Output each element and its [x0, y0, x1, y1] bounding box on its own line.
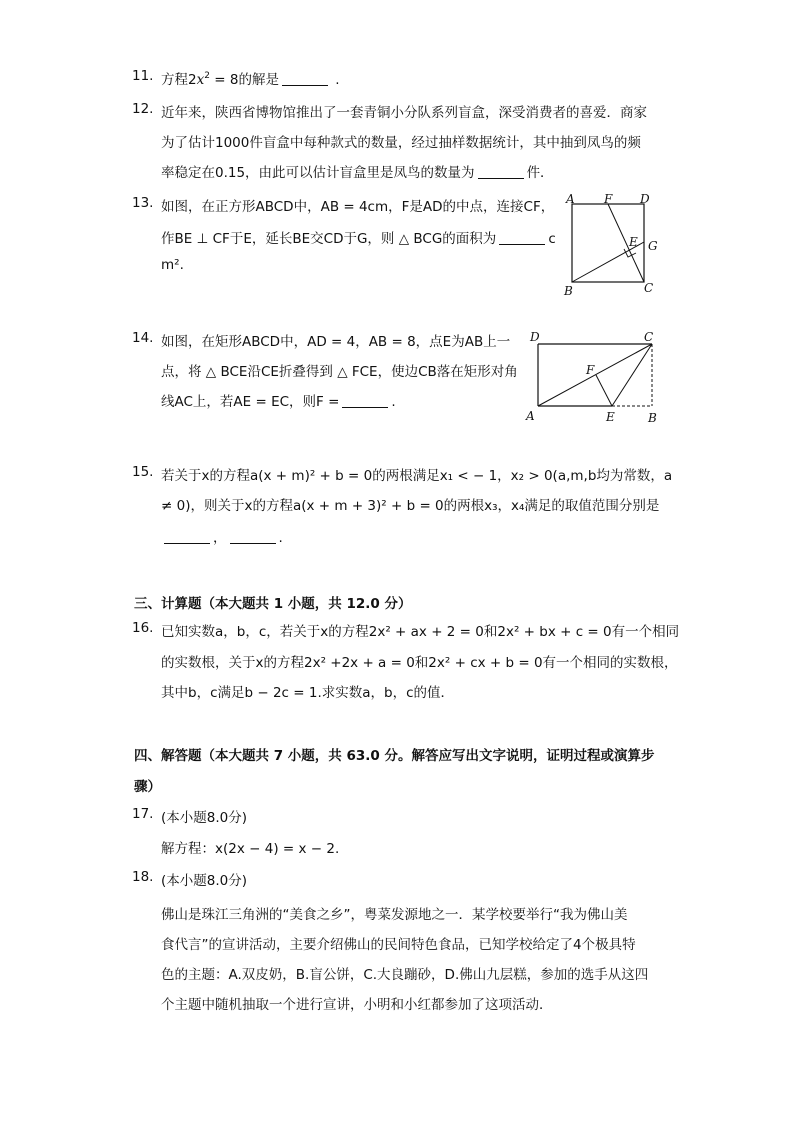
q13-blank: [499, 232, 545, 245]
q11-text: 方程$2x^2 = 8$的解是 .: [161, 71, 340, 88]
q16-line2: 的实数根，关于x的方程2x² +2x + a = 0和2x² + cx + b = 0有一个相同的实数根，: [161, 655, 678, 671]
q15-line3: ， .: [161, 526, 283, 546]
q13-line1: 如图，在正方形ABCD中，AB = 4cm，F是AD的中点，连接CF，: [161, 199, 555, 215]
q14-line2: 点，将 △ BCE沿CE折叠得到 △ FCE，使边CB落在矩形对角: [161, 364, 518, 380]
q17-text: 解方程：x(2x − 4) = x − 2.: [161, 841, 340, 857]
q18-number: 18.: [132, 869, 154, 885]
q14-label-E: E: [606, 410, 615, 424]
q13-number: 13.: [132, 195, 154, 211]
q13-label-C: C: [644, 281, 654, 295]
section4-heading-cont: 骤）: [134, 779, 161, 795]
q11-number: 11.: [132, 68, 154, 84]
q13-line3: m².: [161, 257, 184, 273]
q14-number: 14.: [132, 330, 154, 346]
q12-line2: 为了估计1000件盲盒中每种款式的数量，经过抽样数据统计，其中抽到凤鸟的频: [161, 135, 641, 151]
q15-line2: ≠ 0)，则关于x的方程a(x + m + 3)² + b = 0的两根x₃，x₄满足的取值范围分别是: [161, 498, 660, 514]
q13-label-A: A: [566, 192, 575, 206]
q13-label-D: D: [640, 192, 650, 206]
q12-number: 12.: [132, 101, 154, 117]
q11-blank: [282, 73, 328, 86]
q12-blank: [478, 166, 524, 179]
section3-heading: 三、计算题（本大题共 1 小题，共 12.0 分）: [134, 596, 412, 612]
q14-label-A: A: [526, 409, 535, 423]
q12-line1: 近年来，陕西省博物馆推出了一套青铜小分队系列盲盒，深受消费者的喜爱．商家: [161, 105, 647, 121]
q18-line4: 个主题中随机抽取一个进行宣讲，小明和小红都参加了这项活动．: [161, 997, 553, 1013]
q18-line2: 食代言”的宣讲活动，主要介绍佛山的民间特色食品，已知学校给定了4个极具特: [161, 937, 636, 953]
q15-number: 15.: [132, 464, 154, 480]
q17-number: 17.: [132, 806, 154, 822]
q16-number: 16.: [132, 620, 154, 636]
q12-line3: 率稳定在0.15，由此可以估计盲盒里是凤鸟的数量为 件．: [161, 165, 554, 181]
q14-label-C: C: [644, 330, 654, 344]
q15-line1: 若关于x的方程a(x + m)² + b = 0的两根满足x₁ < − 1，x₂ > 0(a,m,b均为常数，a: [161, 468, 673, 484]
q13-figure: [562, 192, 666, 298]
q14-label-D: D: [530, 330, 540, 344]
q15-blank-1: [164, 531, 210, 544]
q18-line3: 色的主题：A.双皮奶，B.盲公饼，C.大良蹦砂，D.佛山九层糕，参加的选手从这四: [161, 967, 649, 983]
q17-points: (本小题8.0分): [161, 810, 248, 826]
q13-label-F: F: [604, 192, 613, 206]
q13-label-G: G: [648, 239, 658, 253]
q14-figure: [522, 328, 662, 426]
q14-line3: 线AC上，若AE = EC，则F = .: [161, 394, 396, 410]
q15-blank-2: [230, 531, 276, 544]
q13-label-E: E: [629, 235, 638, 249]
q14-line1: 如图，在矩形ABCD中，AD = 4，AB = 8，点E为AB上一: [161, 334, 511, 350]
q18-line1: 佛山是珠江三角洲的“美食之乡”，粤菜发源地之一．某学校要举行“我为佛山美: [161, 907, 628, 923]
q14-label-B: B: [648, 411, 657, 425]
section4-heading: 四、解答题（本大题共 7 小题，共 63.0 分。解答应写出文字说明，证明过程或演算步: [134, 748, 655, 764]
q16-line1: 已知实数a，b，c，若关于x的方程2x² + ax + 2 = 0和2x² + bx + c = 0有一个相同: [161, 624, 680, 640]
q16-line3: 其中b，c满足b − 2c = 1.求实数a，b，c的值．: [161, 685, 455, 701]
q13-label-B: B: [564, 284, 573, 298]
q14-blank: [342, 395, 388, 408]
q14-label-F: F: [586, 363, 595, 377]
q18-points: (本小题8.0分): [161, 873, 248, 889]
q13-line2: 作BE ⊥ CF于E，延长BE交CD于G，则 △ BCG的面积为 c: [161, 231, 556, 247]
